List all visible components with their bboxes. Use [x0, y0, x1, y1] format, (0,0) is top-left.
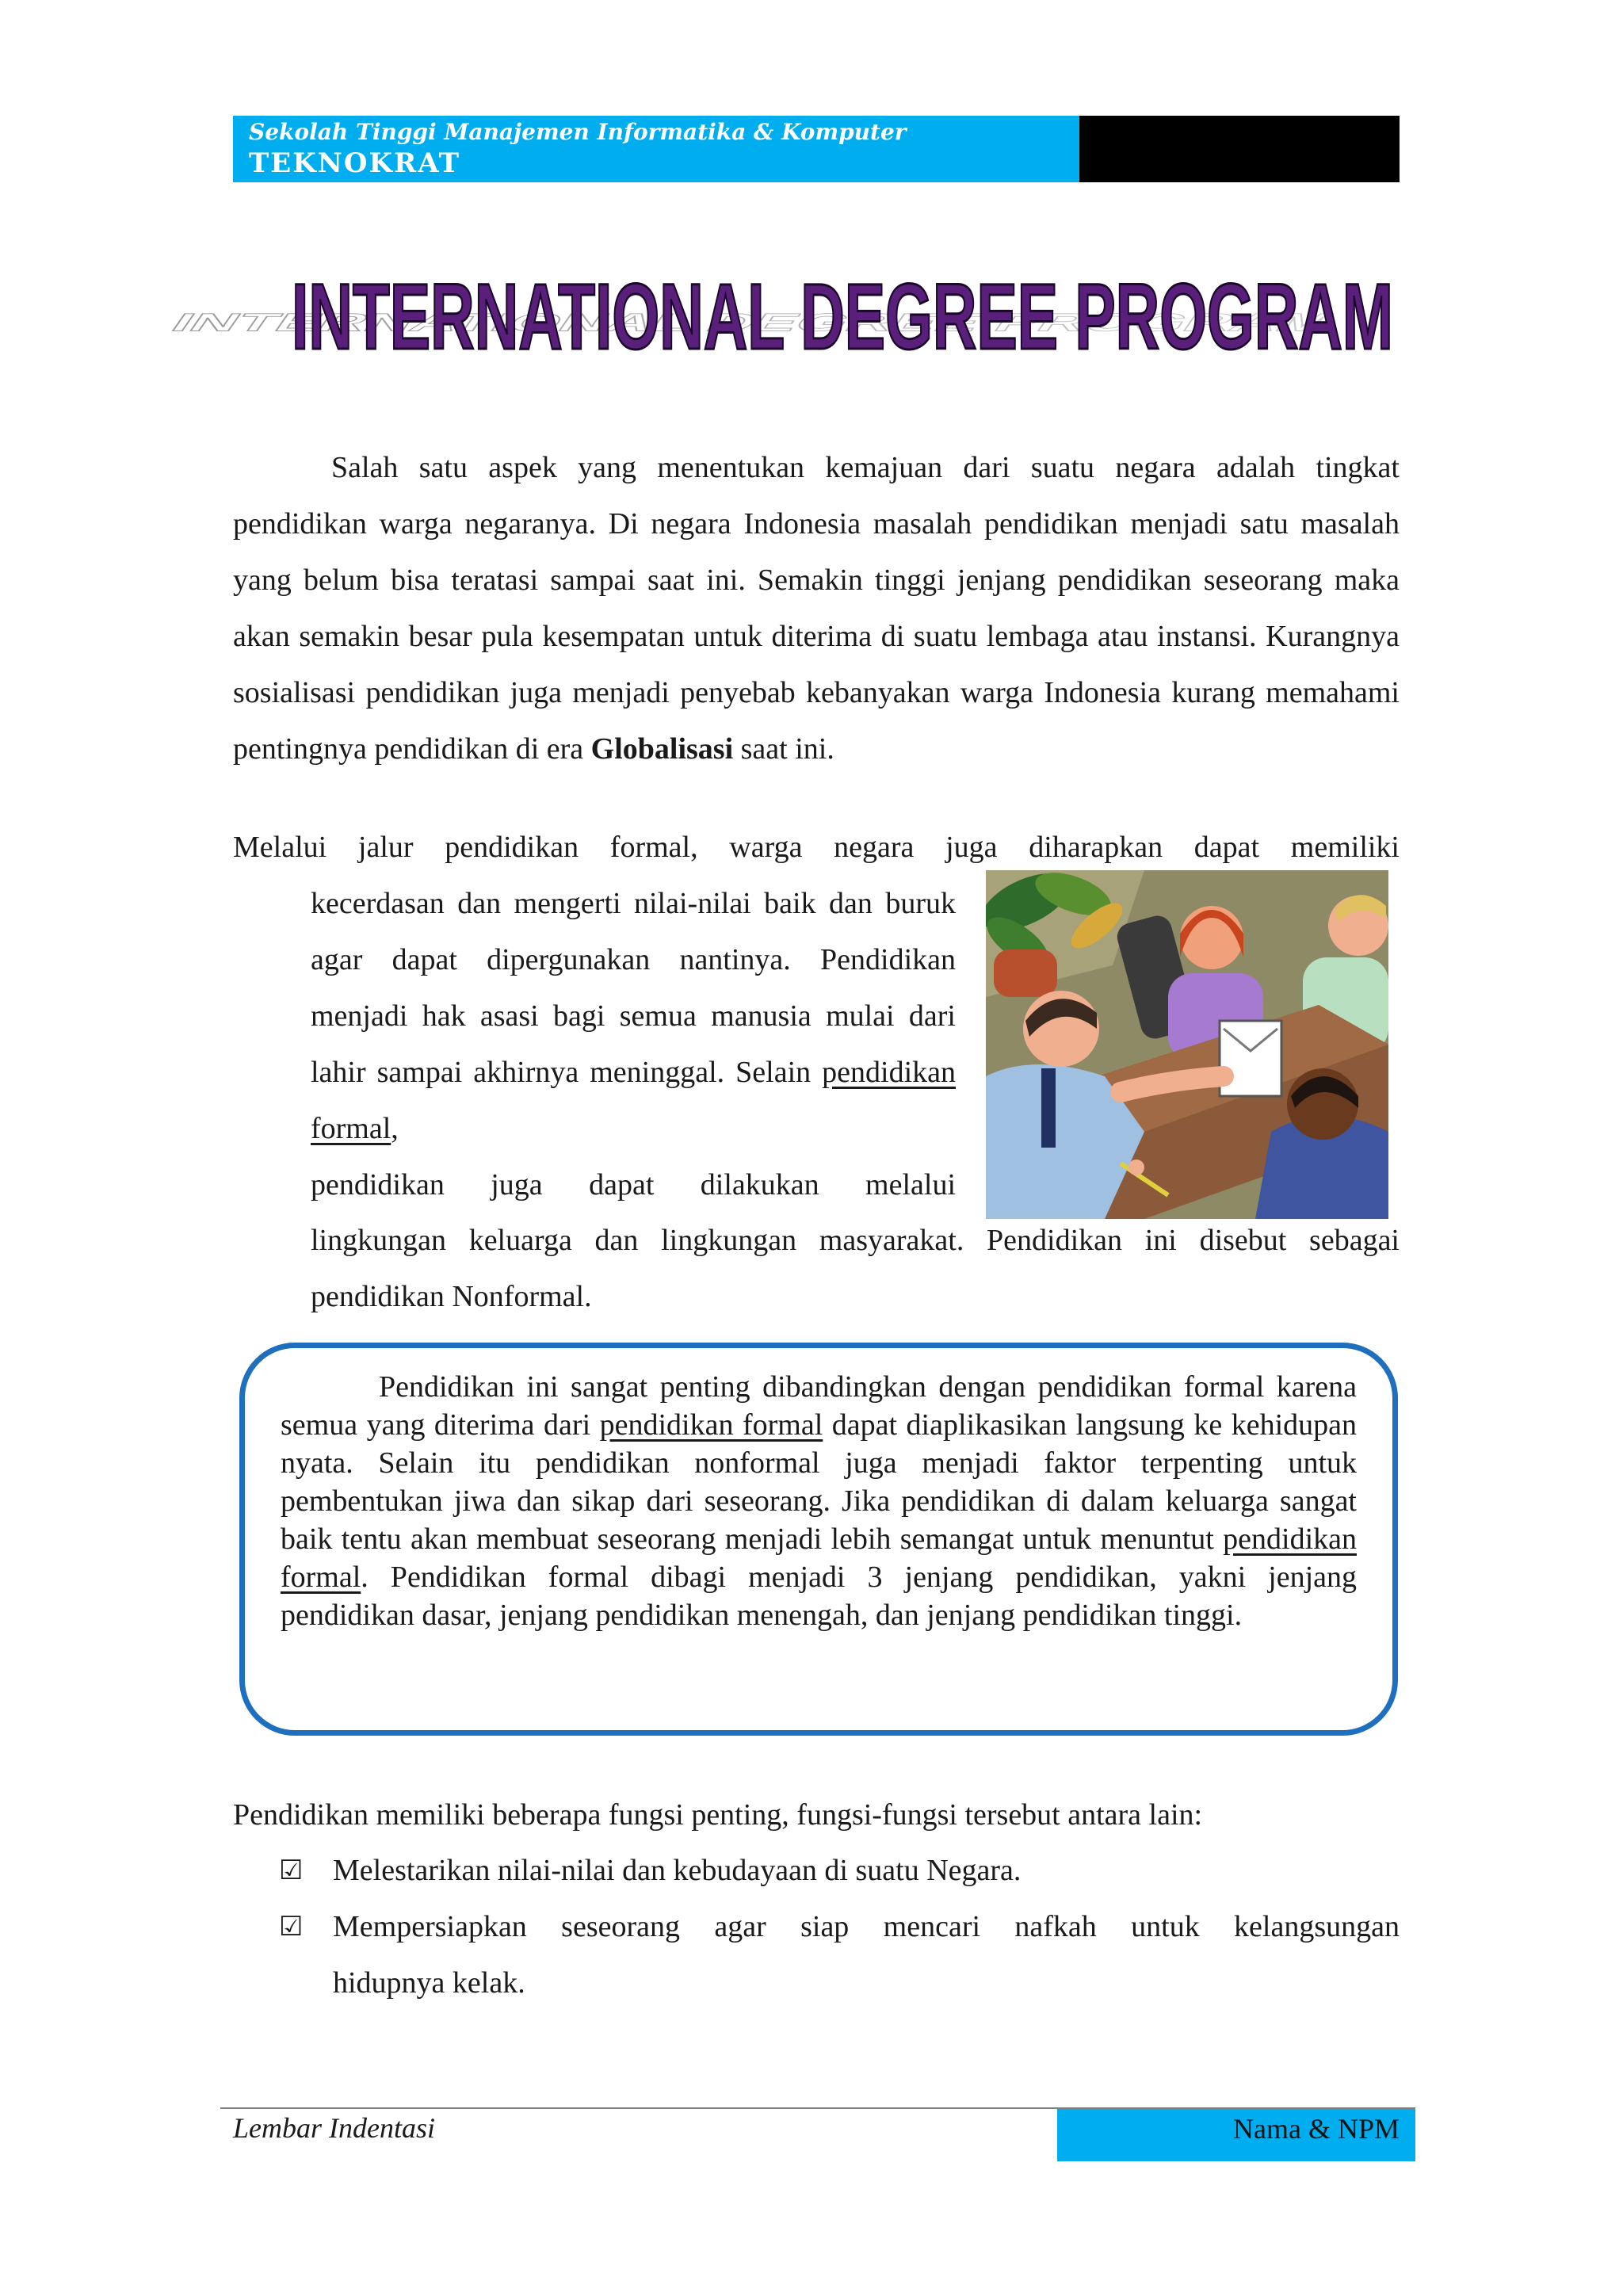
formal-wrap-text: kecerdasan dan mengerti nilai-nilai baik dan buruk agar dapat dipergunakan nantinya. Pendidikan menjadi hak asasi bagi semua manusia mulai dari lahir sampai akhirnya meninggal. Selain [311, 887, 956, 1089]
footer-left-label: Lembar Indentasi [233, 2112, 435, 2144]
formal-wrap-punct: , [391, 1112, 399, 1145]
banner-main-text: INTERNATIONAL DEGREE PROGRAM [292, 265, 1393, 369]
callout-link-pendidikan-formal-1[interactable]: pendidikan formal [599, 1408, 823, 1442]
intro-text-end: saat ini. [733, 732, 834, 766]
formal-paragraph-wrap [311, 876, 956, 1213]
list-item [279, 1899, 1400, 2011]
formal-paragraph-first-line: Melalui jalur pendidikan formal, warga negara juga diharapkan dapat memiliki [233, 831, 1400, 864]
intro-text: Salah satu aspek yang menentukan kemajuan dari suatu negara adalah tingkat pendidikan warga negaranya. Di negara Indonesia masalah pendidikan menjadi satu masalah yang belum bisa teratasi sampai saat ini. Semakin tinggi jenjang pendidikan seseorang maka akan semakin besar pula kesempatan untuk diterima di suatu lembaga atau instansi. Kurangnya sosialisasi pendidikan juga menjadi penyebab kebanyakan warga Indonesia kurang memahami pentingnya pendidikan di era [233, 451, 1400, 766]
business-meeting-clipart [986, 870, 1388, 1219]
checkbox-checked-icon: ☑ [279, 1911, 304, 1943]
list-item-text-continued: hidupnya kelak. [333, 1966, 525, 2000]
functions-list [279, 1843, 1400, 2011]
footer-right-label: Nama & NPM [1233, 2113, 1400, 2145]
list-item [279, 1843, 1400, 1899]
callout-text-part1: Pendidikan ini sangat penting dibandingkan dengan pendidikan formal karena semua yang diterima dari [281, 1370, 1357, 1442]
link-pendidikan-formal[interactable]: pendidikan formal [311, 1056, 956, 1145]
callout-text-part2: dapat diaplikasikan langsung ke kehidupan nyata. Selain itu pendidikan nonformal juga menjadi faktor terpenting untuk pembentukan jiwa dan sikap dari seseorang. Jika pendidikan di dalam keluarga sangat baik tentu akan membuat seseorang menjadi lebih semangat untuk menuntut [281, 1408, 1358, 1556]
institution-name: Sekolah Tinggi Manajemen Informatika & Komputer [249, 119, 907, 145]
header-blue-band [233, 116, 1079, 182]
footer-right-box [1057, 2109, 1415, 2161]
checkbox-checked-icon: ☑ [279, 1855, 304, 1886]
banner-shadow-text: INTERNATIONAL DEGREE PROGRAM [165, 308, 1187, 337]
list-item-text: Mempersiapkan seseorang agar siap mencari nafkah untuk kelangsungan [333, 1910, 1400, 1943]
callout-link-pendidikan-formal-2[interactable]: pendidikan formal [281, 1522, 1357, 1594]
intro-paragraph [233, 440, 1400, 777]
functions-intro: Pendidikan memiliki beberapa fungsi penting, fungsi-fungsi tersebut antara lain: [233, 1798, 1203, 1832]
meeting-illustration-icon [986, 870, 1388, 1219]
title-banner [165, 230, 1403, 388]
page-header [233, 116, 1400, 182]
header-black-band [1079, 116, 1400, 182]
brand-name: TEKNOKRAT [249, 147, 461, 179]
formal-paragraph-tail: lingkungan keluarga dan lingkungan masyarakat. Pendidikan ini disebut sebagai pendidikan Nonformal. [311, 1224, 1400, 1313]
formal-wrap-last-line: pendidikan juga dapat dilakukan melalui [311, 1168, 956, 1201]
bold-term-globalisasi: Globalisasi [590, 732, 734, 766]
callout-text-part3: . Pendidikan formal dibagi menjadi 3 jenjang pendidikan, yakni jenjang pendidikan dasar, jenjang pendidikan menengah, dan jenjang pendidikan tinggi. [281, 1561, 1357, 1632]
list-item-text: Melestarikan nilai-nilai dan kebudayaan di suatu Negara. [333, 1854, 1022, 1887]
wordart-title [165, 230, 1403, 388]
callout-text [281, 1368, 1357, 1634]
